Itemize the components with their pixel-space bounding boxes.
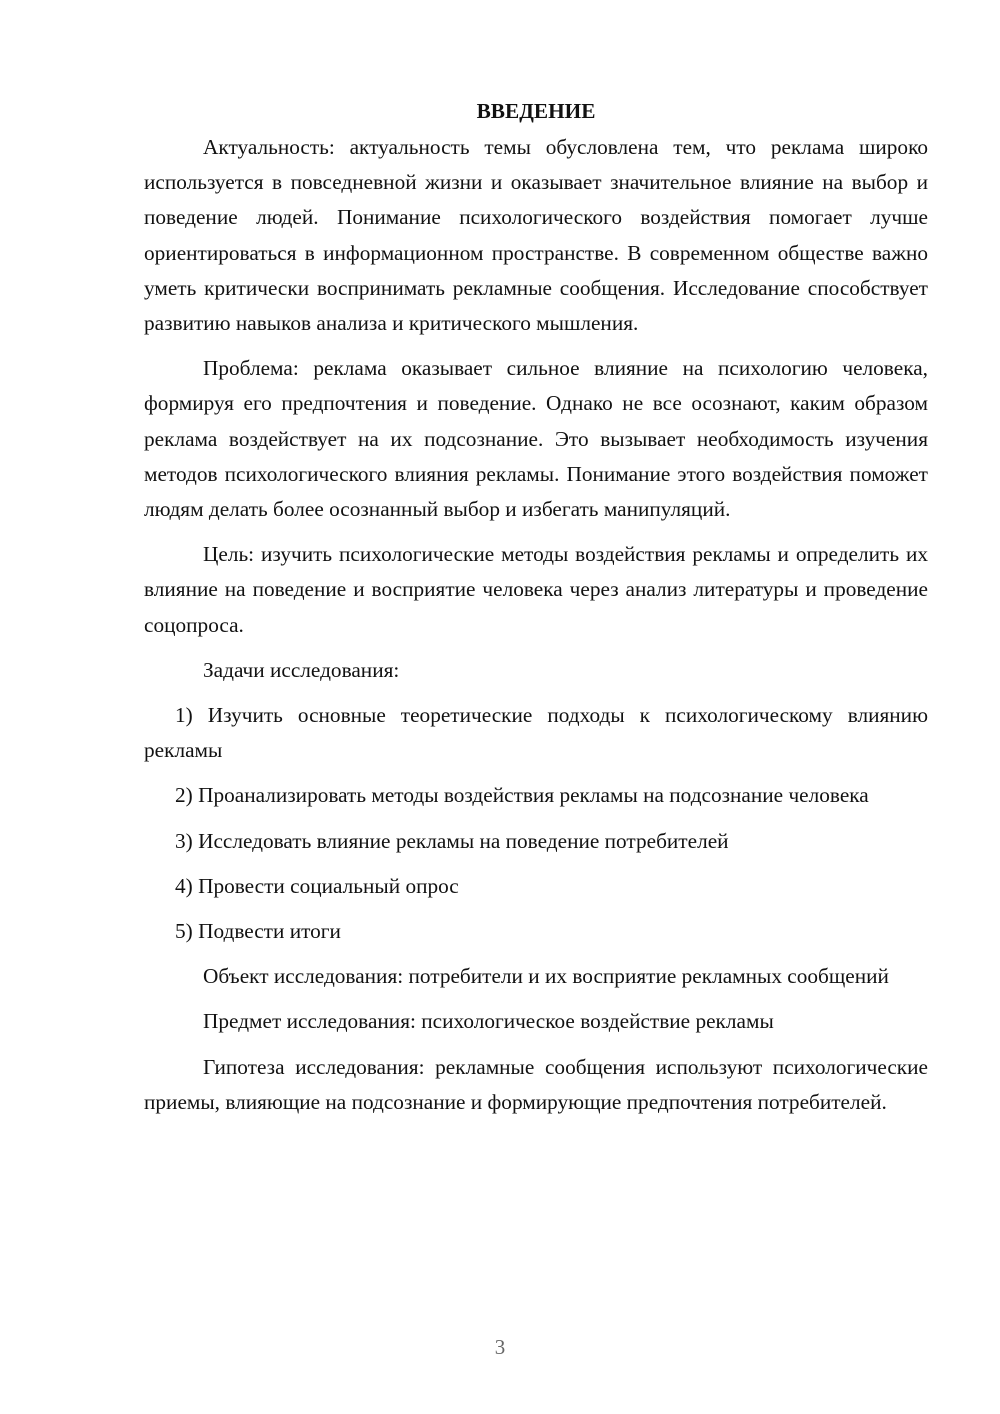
- task-item: 3) Исследовать влияние рекламы на поведение потребителей: [175, 828, 729, 853]
- tasks-list: [144, 698, 928, 949]
- goal-paragraph: Цель: изучить психологические методы воздействия рекламы и определить их влияние на поведение и восприятие человека через анализ литературы и проведение соцопроса.: [144, 542, 928, 637]
- relevance-paragraph: Актуальность: актуальность темы обусловлена тем, что реклама широко используется в повседневной жизни и оказывает значительное влияние на выбор и поведение людей. Понимание психологического воздействия помогает лучше ориентироваться в информационном пространстве. В современном обществе важно уметь критически воспринимать рекламные сообщения. Исследование способствует развитию навыков анализа и критического мышления.: [144, 135, 928, 336]
- task-item: 4) Провести социальный опрос: [175, 873, 459, 898]
- page-number: 3: [494, 1335, 506, 1359]
- hypothesis-paragraph: Гипотеза исследования: рекламные сообщения используют психологические приемы, влияющие на подсознание и формирующие предпочтения потребителей.: [144, 1054, 928, 1114]
- problem-paragraph: Проблема: реклама оказывает сильное влияние на психологию человека, формируя его предпочтения и поведение. Однако не все осознают, каким образом реклама воздействует на их подсознание. Это вызывает необходимость изучения методов психологического влияния рекламы. Понимание этого воздействия поможет людям делать более осознанный выбор и избегать манипуляций.: [144, 356, 928, 522]
- task-item: 1) Изучить основные теоретические подходы к психологическому влиянию рекламы: [144, 703, 928, 763]
- page-title: ВВЕДЕНИЕ: [476, 99, 596, 123]
- task-item: 2) Проанализировать методы воздействия рекламы на подсознание человека: [175, 783, 869, 808]
- subject-paragraph: Предмет исследования: психологическое воздействие рекламы: [203, 1009, 774, 1034]
- page-content: [144, 94, 928, 1120]
- tasks-heading: Задачи исследования:: [203, 657, 400, 682]
- task-item: 5) Подвести итоги: [175, 919, 341, 944]
- object-paragraph: Объект исследования: потребители и их восприятие рекламных сообщений: [203, 964, 889, 989]
